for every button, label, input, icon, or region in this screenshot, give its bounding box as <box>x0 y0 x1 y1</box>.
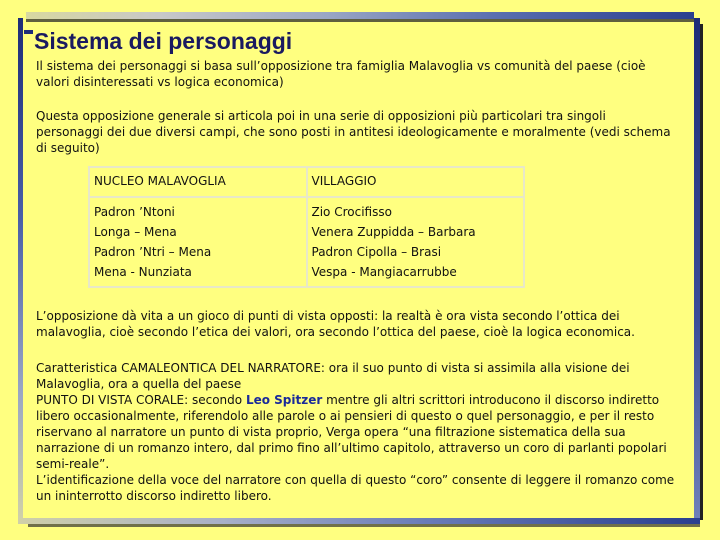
header-villaggio: VILLAGGIO <box>307 167 525 197</box>
identification-text: L’identificazione della voce del narratore con quella di questo “coro” consente di leggere il romanzo come un ininterrotto discorso indiretto libero. <box>36 473 675 503</box>
choral-rest: mentre gli altri scrittori introducono il discorso indiretto libero occasionalmente, riferendolo alle parole o ai pensieri di questo o quel personaggio, e per il resto riservano al narratore un punto di vista proprio, Verga opera “una filtrazione sistematica della sua narrazione di un romanzo intero, dal primo fino all’ultimo capitolo, attraverso un coro di parlanti popolari semi-reale”. <box>36 393 667 471</box>
top-frame-bar <box>26 12 694 19</box>
left-frame-accent <box>24 30 33 34</box>
intro-paragraph: Il sistema dei personaggi si basa sull’opposizione tra famiglia Malavoglia vs comunità del paese (cioè valori disinteressati vs logica economica) <box>36 59 646 89</box>
choral-intro: PUNTO DI VISTA CORALE: secondo <box>36 393 246 407</box>
malavoglia-character: Longa – Mena <box>94 225 177 239</box>
header-malavoglia: NUCLEO MALAVOGLIA <box>89 167 307 197</box>
villaggio-character: Venera Zuppidda – Barbara <box>311 225 476 239</box>
table-header-row <box>89 167 524 197</box>
villaggio-column <box>307 197 525 287</box>
spitzer-name: Leo Spitzer <box>245 393 323 407</box>
top-frame-shadow <box>26 19 694 22</box>
bottom-frame-shadow <box>28 524 700 527</box>
malavoglia-character: Padron ’Ntoni <box>94 205 175 219</box>
points-of-view-paragraph: L’opposizione dà vita a un gioco di punti di vista opposti: la realtà è ora vista secondo l’ottica dei malavoglia, cioè secondo l’etica dei valori, ora secondo l’ottica del paese, cioè la logica economica. <box>36 309 635 339</box>
choral-view-text <box>36 392 676 472</box>
left-frame-bar <box>18 18 23 518</box>
malavoglia-column <box>89 197 307 287</box>
right-frame-shadow <box>700 24 703 520</box>
villaggio-character: Zio Crocifisso <box>311 205 392 219</box>
characters-table <box>88 166 525 288</box>
table-row <box>89 197 524 287</box>
narrator-paragraph <box>36 360 676 504</box>
villaggio-character: Vespa - Mangiacarrubbe <box>311 265 457 279</box>
malavoglia-character: Padron ’Ntri – Mena <box>94 245 212 259</box>
chameleon-narrator-text: Caratteristica CAMALEONTICA DEL NARRATORE: ora il suo punto di vista si assimila alla visione dei Malavoglia, ora a quella del paese <box>36 361 630 391</box>
opposition-paragraph: Questa opposizione generale si articola poi in una serie di opposizioni più particolari tra singoli personaggi dei due diversi campi, che sono posti in antitesi ideologicamente e moralmente (vedi schema di seguito) <box>36 109 671 155</box>
villaggio-character: Padron Cipolla – Brasi <box>311 245 442 259</box>
malavoglia-character: Mena - Nunziata <box>94 265 192 279</box>
slide-title: Sistema dei personaggi <box>34 28 293 54</box>
